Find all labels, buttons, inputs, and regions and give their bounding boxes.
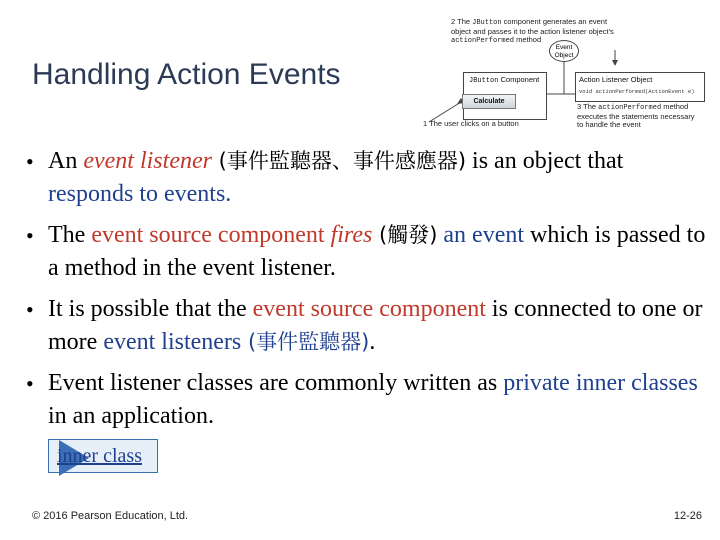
bullet-icon: • — [26, 223, 34, 248]
listener-method-signature: void actionPerformed(ActionEvent e) — [579, 88, 695, 95]
note-step-1: 1 The user clicks on a button — [423, 119, 519, 128]
bullet-icon: • — [26, 149, 34, 174]
inner-class-link[interactable]: inner class — [57, 445, 142, 467]
term-event-listener: event listener — [83, 148, 212, 174]
bullet-item: • An event listener (事件監聽器、事件感應器) is an object that responds to events. — [26, 145, 706, 211]
bullet-item: • Event listener classes are commonly written as private inner classes in an application. — [26, 367, 706, 433]
note-step-3: 3 The actionPerformed method executes the statements necessary to handle the event — [577, 102, 695, 129]
page-number: 12-26 — [673, 510, 702, 522]
jbutton-component-label: JButton Component — [469, 75, 540, 85]
bullet-item: • It is possible that the event source component is connected to one or more event listeners (事件監聽器). — [26, 293, 706, 359]
footer-copyright: © 2016 Pearson Education, Ltd. — [32, 510, 189, 522]
calculate-button-illustration: Calculate — [462, 94, 516, 109]
inner-class-link-button[interactable] — [48, 439, 158, 473]
bullet-item: • The event source component fires (觸發) an event which is passed to a method in the event listener. — [26, 219, 706, 285]
bullet-icon: • — [26, 371, 34, 396]
bullet-icon: • — [26, 297, 34, 322]
event-object-bubble: Event Object — [549, 40, 579, 62]
bullet-list — [26, 145, 706, 441]
action-listener-label: Action Listener Object — [579, 75, 653, 84]
note-step-2: 2 The JButton component generates an event object and passes it to the action listener object's actionPerformed method — [451, 17, 614, 45]
event-flow-diagram — [415, 12, 715, 134]
slide-title: Handling Action Events — [32, 58, 341, 91]
